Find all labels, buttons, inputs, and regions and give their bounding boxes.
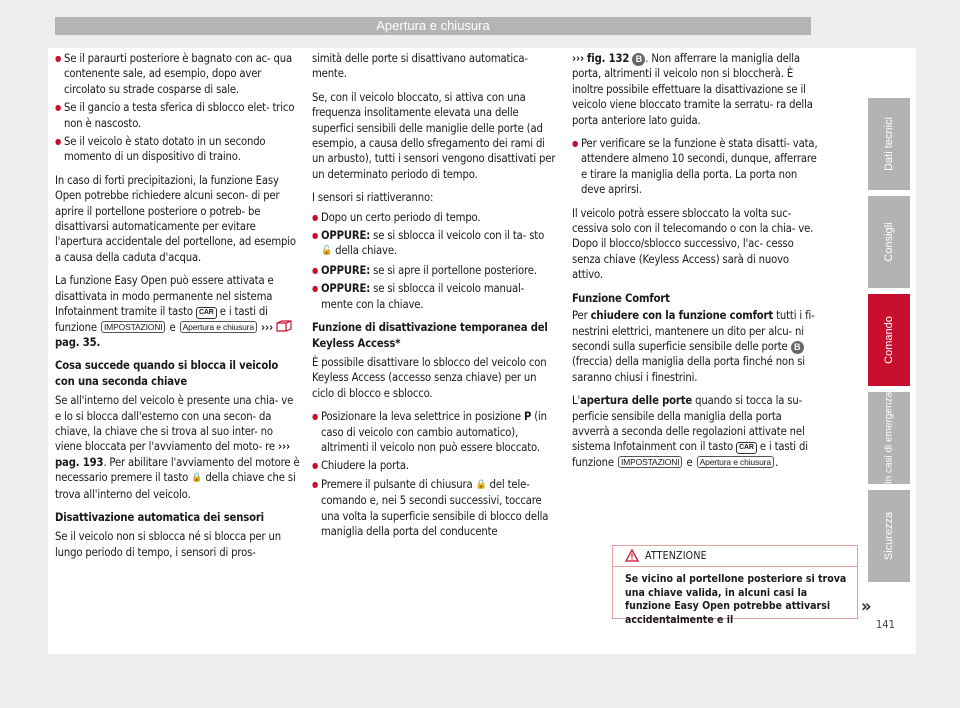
- unlock-icon: 🔓: [321, 246, 333, 257]
- impostazioni-key: IMPOSTAZIONI: [101, 321, 166, 333]
- tab-comando[interactable]: [868, 294, 910, 386]
- list-item: ● Se il paraurti posteriore è bagnato con ac- qua contenente sale, ad esempio, dopo aver circolato su strade cosparse di sale.: [55, 51, 301, 97]
- warning-box: [612, 545, 858, 626]
- subheading: Disattivazione automatica dei sensori: [55, 510, 264, 524]
- list-item: [312, 409, 558, 455]
- text: quando si tocca la su- perficie sensibile della maniglia della porta avverrà a seconda delle regolazioni attivate nel sistema Infotainment con il tasto: [572, 394, 805, 454]
- text: . Per abilitare l'avviamento del motore è necessario premere il tasto: [55, 455, 300, 485]
- tab-label: Consigli: [883, 222, 895, 262]
- paragraph: [55, 273, 301, 350]
- paragraph: L'apertura delle porte quando si tocca la su- perficie sensibile della maniglia della porta avverrà a seconda delle regolazioni attivate nel sistema Infotainment con il tasto CAR e i tasti di funzione IMPOSTAZIONI e Apertura e chiusura .: [572, 394, 808, 469]
- nav-arrows: ›››: [261, 320, 273, 334]
- tab-label: In casi di emergenza: [883, 391, 895, 485]
- apertura-key: Apertura e chiusura: [180, 321, 257, 333]
- subheading: Funzione Comfort: [572, 291, 670, 305]
- oppure-label: OPPURE:: [321, 282, 371, 296]
- page-reference[interactable]: pag. 193: [55, 455, 104, 469]
- warning-title: ATTENZIONE: [645, 550, 707, 562]
- text: e i tasti di funzione: [572, 440, 808, 469]
- oppure-label: OPPURE:: [321, 229, 371, 243]
- text: Se all'interno del veicolo è presente una chia- ve e lo si blocca dall'esterno con una secon- da chiave, la chiave che si trova al suo inter- no viene bloccata per l'avviamento del moto- re: [55, 394, 294, 454]
- text: della chiave che si trova all'interno del veicolo.: [55, 471, 296, 501]
- list-item: ● Se il gancio a testa sferica di sblocco elet- trico non è nascosto.: [55, 100, 301, 131]
- subheading: Cosa succede quando si blocca il veicolo con una seconda chiave: [55, 359, 279, 388]
- text: La funzione Easy Open può essere attivata e disattivata in modo permanente nel sistema Infotainment tramite il tasto: [55, 274, 274, 319]
- page-title: Apertura e chiusura: [55, 17, 811, 35]
- tab-dati-tecnici[interactable]: [868, 98, 910, 190]
- text: della chiave.: [335, 244, 397, 258]
- car-button-icon: CAR: [736, 442, 757, 454]
- tab-label: Comando: [883, 316, 895, 364]
- paragraph: I sensori si riattiveranno:: [312, 191, 434, 205]
- text: e: [169, 320, 176, 334]
- bold-text: chiudere con la funzione comfort: [590, 309, 774, 323]
- paragraph: [572, 51, 818, 128]
- text: del tele- comando e, nei 5 secondi successivi, toccare una volta la superficie sensibile di blocco della maniglia della porta del conducente: [321, 477, 549, 538]
- text: Premere il pulsante di chiusura: [321, 477, 473, 491]
- callout-b-icon: B: [791, 341, 804, 354]
- callout-b-icon: B: [632, 53, 645, 66]
- lock-icon: 🔒: [475, 479, 487, 490]
- tab-consigli[interactable]: [868, 196, 910, 288]
- paragraph: Il veicolo potrà essere sbloccato la volta suc- cessiva solo con il telecomando o con la chia- ve. Dopo il blocco/sblocco successivo, l'ac- cesso senza chiave (Keyless Access) sarà di nuovo attivo.: [572, 206, 814, 282]
- paragraph: È possibile disattivare lo sblocco del veicolo con Keyless Access (accesso senza chiave) per un ciclo di blocco e sblocco.: [312, 355, 547, 400]
- paragraph: [55, 393, 301, 502]
- lock-icon: 🔒: [191, 473, 203, 484]
- column-3: [572, 51, 818, 478]
- subheading: Funzione di disattivazione temporanea del Keyless Access*: [312, 321, 548, 350]
- text: . Non afferrare la maniglia della porta, altrimenti il veicolo non si bloccherà. È inoltre possibile effettuare la disattivazione se il veicolo viene bloccato tramite la serratu- ra della porta anteriore lato guida.: [572, 52, 813, 127]
- paragraph: Se il veicolo non si sblocca né si blocca per un lungo periodo di tempo, i sensori di pros-: [55, 530, 281, 559]
- text: tutti i fi- nestrini elettrici, mantenere un dito per alcu- ni secondi sulla superficie sensibile delle porte: [572, 309, 815, 353]
- list-item: ● Se il veicolo è stato dotato in un secondo momento di un dispositivo di traino.: [55, 134, 301, 165]
- list-item: ● Per verificare se la funzione è stata disatti- vata, attendere almeno 10 secondi, dunque, afferrare e tirare la maniglia della porta. La porta non deve aprirsi.: [572, 136, 818, 198]
- text: Per: [572, 309, 588, 323]
- list-item: [312, 477, 558, 540]
- paragraph: simità delle porte si disattivano automatica- mente.: [312, 52, 528, 81]
- list-item: [312, 228, 558, 260]
- warning-text: Se vicino al portellone posteriore si trova una chiave valida, in alcuni casi la funzione Easy Open potrebbe attivarsi accidentalmente e il: [625, 573, 847, 626]
- apertura-key: Apertura e chiusura: [697, 456, 774, 468]
- oppure-label: OPPURE:: [321, 263, 371, 277]
- list-item: ● Chiudere la porta.: [312, 458, 558, 473]
- bold-text: apertura delle porte: [580, 394, 693, 408]
- page-reference[interactable]: pag. 35.: [55, 335, 101, 349]
- column-2: [312, 51, 558, 547]
- text: L': [572, 394, 581, 408]
- continue-arrow-icon: »: [861, 596, 872, 617]
- car-button-icon: CAR: [196, 307, 217, 319]
- text: se si sblocca il veicolo con il ta- sto: [373, 229, 545, 243]
- tab-label: Sicurezza: [883, 511, 895, 561]
- gear-position: P: [523, 410, 532, 424]
- tab-sicurezza[interactable]: [868, 490, 910, 582]
- list-item: [312, 281, 558, 312]
- list-item: [312, 263, 558, 278]
- paragraph: [572, 308, 818, 385]
- nav-arrows: ›››: [278, 440, 291, 454]
- text: (in caso di veicolo con cambio automatico), altrimenti il veicolo non può essere bloccato.: [321, 410, 547, 454]
- text: se si apre il portellone posteriore.: [373, 263, 537, 277]
- paragraph: In caso di forti precipitazioni, la funzione Easy Open potrebbe richiedere alcuni secon- di per aprire il portellone posteriore o potreb- be disattivarsi automaticamente per evitare l'apertura accidentale del portellone, ad esempio a causa della caduta d'acqua.: [55, 173, 296, 264]
- paragraph: Se, con il veicolo bloccato, si attiva con una frequenza insolitamente elevata una delle superfici sensibili delle maniglie delle porte (ad esempio, a causa dello sfregamento dei rami di un arbusto), tutti i sensori vengono disattivati per un determinato periodo di tempo.: [312, 90, 556, 181]
- column-1: [55, 51, 301, 568]
- tab-emergenza[interactable]: [868, 392, 910, 484]
- warning-header: [613, 546, 857, 567]
- list-item: ● Dopo un certo periodo di tempo.: [312, 210, 558, 225]
- impostazioni-key: IMPOSTAZIONI: [618, 456, 683, 468]
- book-icon: [276, 320, 292, 332]
- text: e i tasti di funzione: [55, 305, 268, 334]
- figure-reference[interactable]: fig. 132: [587, 52, 630, 65]
- text: e: [686, 455, 693, 469]
- warning-icon: [625, 549, 639, 562]
- text: se si sblocca il veicolo manual- mente con la chiave.: [321, 282, 525, 311]
- text: Posizionare la leva selettrice in posizione: [321, 410, 521, 424]
- page-number: 141: [876, 618, 895, 631]
- text: (freccia) della maniglia della porta finché non si saranno chiusi i finestrini.: [572, 355, 805, 384]
- tab-label: Dati tecnici: [883, 117, 895, 171]
- nav-arrows: ›››: [572, 52, 584, 65]
